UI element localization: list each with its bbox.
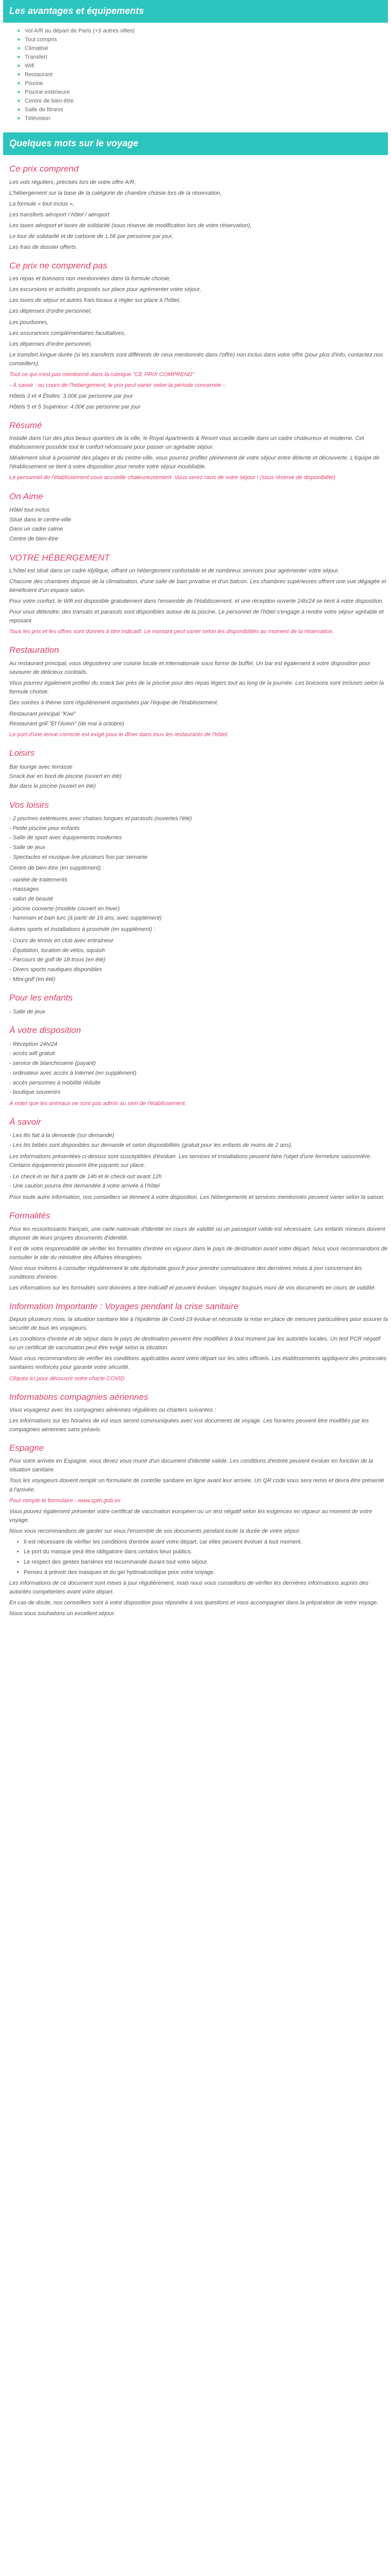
text-line: Hôtel tout inclus (9, 506, 50, 513)
paragraph: Les dépenses d'ordre personnel, (9, 341, 92, 347)
paragraph: Les informations présentées ci-dessus sont susceptibles d'évoluer. Les services et installations peuvent faire l'objet d'une fermeture saisonnière. Certains équipements peuvent être payants sur place. (9, 1153, 372, 1168)
paragraph: Il est de votre responsabilité de vérifier les formalités d'entrée en vigueur dans le pays de destination avant votre départ. Nous vous recommandons de consulter le site du ministère des Affaires étrangères. (9, 1245, 388, 1261)
paragraph: Depuis plusieurs mois, la situation sanitaire liée à l'épidémie de Covid-19 évolue et nécessite la mise en place de mesures particulières pour assurer la sécurité de tous les voyageurs. (9, 1316, 388, 1332)
disposition-text (3, 1040, 388, 1108)
paragraph: Des soirées à thème sont régulièrement organisées par l'équipe de l'établissement. (9, 699, 219, 706)
text-line: - 2 piscines extérieures avec chaises longues et parasols (ouvertes l'été) (9, 816, 192, 822)
airlines-heading: Informations compagnies aériennes (9, 1392, 149, 1402)
text-line: - Équitation, location de vélos, squash (9, 947, 105, 954)
paragraph: Les informations sur les horaires de vol vous seront communiquées avec vos documents de voyage. Les horaires peuvent être modifiés par les compagnies aériennes sans préavis. (9, 1417, 369, 1433)
text-lines (9, 1172, 388, 1191)
highlight-text: Le personnel de l'établissement vous accueille chaleureusement. Vous serez ravis de votre séjour ! (sous réserve de disponibilité) (9, 474, 336, 481)
text-lines (9, 762, 388, 791)
paragraph: Les transferts aéroport / hôtel / aéroport (9, 211, 109, 218)
paragraph: Les informations de ce document sont mises à jour régulièrement, mais nous vous conseillons de vérifier les dernières informations auprès des autorités compétentes avant votre départ. (9, 1580, 369, 1596)
amenity-item: ■ Tout compris (24, 36, 388, 44)
amenities-list (3, 27, 388, 124)
paragraph: Les vols réguliers, précisés lors de votre offre A/R, (9, 179, 136, 185)
not-included-heading: Ce prix ne comprend pas (9, 260, 107, 270)
formalites-heading: Formalités (9, 1211, 51, 1221)
sports-text (3, 814, 388, 984)
restaurant-heading: Restauration (9, 645, 59, 655)
highlight-text: Tout ce qui n'est pas mentionné dans la rubrique "CE PRIX COMPREND" (9, 371, 194, 378)
airlines-text (3, 1406, 388, 1434)
bullet-item: • Pensez à prévoir des masques et du gel hydroalcoolique pour votre voyage. (24, 1568, 388, 1578)
text-line: Dans un cadre calme (9, 526, 63, 533)
text-line: - Salle de jeux (9, 1008, 45, 1015)
paragraph: Hôtels 5 et 5 Supérieur: 4.00€ par personne par jour (9, 403, 141, 410)
text-line: Bar lounge avec terrasse (9, 764, 73, 770)
text-line: Bar dans la piscine (ouvert en été) (9, 783, 96, 789)
paragraph: L'hôtel est situé dans un cadre idyllique, offrant un hébergement confortable et de nombreux services pour agrémenter votre séjour. (9, 567, 340, 574)
text-line: Restaurant grill "Et l'Avion" (de mai à octobre) (9, 720, 124, 727)
subheading: Centre de bien-être (en supplément) : (9, 865, 104, 872)
paragraph: Les assurances complémentaires facultatives, (9, 330, 125, 336)
amenity-item: ■ Vol A/R au départ de Paris (+3 autres villes) (24, 27, 388, 36)
paragraph: Vous pouvez également présenter votre certificat de vaccination européen ou un test négatif selon les exigences en vigueur au moment de votre voyage. (9, 1508, 372, 1523)
paragraph: L'hébergement sur la base de la catégorie de chambre choisie lors de la réservation, (9, 190, 222, 196)
paragraph: Les repas et boissons non mentionnées dans la formule choisie, (9, 276, 171, 282)
paragraph: Les pourboires, (9, 319, 48, 326)
paragraph: En cas de doute, nos conseillers sont à votre disposition pour répondre à vos questions et vous accompagner dans la préparation de votre voyage. (9, 1600, 379, 1606)
paragraph: Les taxes aéroport et taxes de solidarité (sous réserve de modification lors de votre réservation), (9, 222, 252, 229)
text-lines (9, 1007, 388, 1017)
paragraph: Les excursions et activités proposés sur place pour agrémenter votre séjour, (9, 286, 201, 293)
disposition-heading: À votre disposition (9, 1025, 81, 1036)
amenity-item: ■ Restaurant (24, 71, 388, 79)
paragraph: Pour les ressortissants français, une carte nationale d'identité en cours de validité ou un passeport valide est nécessaire. Les enfants mineurs doivent disposer de leurs propres documents d'identité. (9, 1226, 385, 1241)
text-line: - service de blanchisserie (payant) (9, 1060, 96, 1067)
sports-heading: Vos loisirs (9, 800, 49, 810)
paragraph: Le transfert longue durée (si les transferts sont différents de ceux mentionnés dans l'offre) non inclus dans votre offre (pour plus d'info, contactez nos conseillers). (9, 351, 383, 367)
highlight-text: - À savoir : au cours de l'hébergement, le prix peut varier selon la période concernée - (9, 382, 225, 388)
included-text (3, 178, 388, 252)
text-line: - ordinateur avec accès à Internet (en supplément) (9, 1070, 137, 1076)
amenity-item: ■ Climatisé (24, 44, 388, 53)
paragraph: Nous vous recommandons de vérifier les conditions applicables avant votre départ sur les sites officiels. Les établissements appliquent des protocoles sanitaires renforcés pour garantir votre sécurité. (9, 1355, 387, 1371)
included-heading: Ce prix comprend (9, 164, 79, 174)
text-line: - Parcours de golf de 18 trous (en été) (9, 957, 105, 963)
paragraph: Les conditions d'entrée et de séjour dans le pays de destination peuvent être modifiées à tout moment par les autorités locales. Un test PCR négatif ou un certificat de vaccination peut être exigé selon la situation. (9, 1336, 381, 1351)
text-line: - hammam et bain turc (à partir de 16 ans, avec supplément) (9, 915, 162, 922)
spain-text (3, 1457, 388, 1618)
paragraph: Tous les voyageurs doivent remplir un formulaire de contrôle sanitaire en ligne avant leur arrivée. Un QR code vous sera remis et devra être présenté à l'arrivée. (9, 1478, 384, 1493)
amenities-banner: Les avantages et équipements (3, 0, 388, 23)
amenity-item: ■ Centre de bien-être (24, 97, 388, 106)
paragraph: Le tour de solidarité et de carbone de 1.5€ par personne par jour, (9, 233, 173, 240)
text-lines (9, 1040, 388, 1097)
text-line: - massages (9, 886, 39, 893)
text-lines (9, 814, 388, 862)
paragraph: Pour votre confort, le Wifi est disponible gratuitement dans l'ensemble de l'établissement, et une réception ouverte 24h/24 se tient à votre disposition. (9, 598, 384, 605)
text-lines (9, 936, 388, 984)
text-line: - Petite piscine pour enfants (9, 825, 80, 832)
paragraph: La formule « tout inclus », (9, 200, 74, 207)
subheading: Autres sports et installations à proximité (en supplément) : (9, 926, 156, 933)
paragraph: Pour vous détendre, des transats et parasols sont disponibles autour de la piscine. Le personnel de l'hôtel s'engage à rendre votre séjour agréable et reposant. (9, 609, 384, 624)
text-line: - Les lits bébés sont disponibles sur demande et selon disponibilités (gratuit pour les enfants de moins de 2 ans). (9, 1142, 293, 1148)
text-lines (9, 709, 388, 728)
highlight-text: Le port d'une tenue correcte est exigé pour le dîner dans tous les restaurants de l'hôtel. (9, 732, 229, 738)
text-line: Restaurant principal "Kiwi" (9, 710, 76, 717)
amenity-item: ■ Piscine extérieure (24, 88, 388, 97)
paragraph: Pour votre arrivée en Espagne, vous devez vous munir d'un document d'identité valide. Les conditions d'entrée peuvent évoluer en fonction de la situation sanitaire. (9, 1458, 373, 1473)
on-aime-heading: On Aime (9, 491, 43, 501)
text-lines (9, 875, 388, 923)
text-line: - piscine couverte (modèle couvert en hiver) (9, 905, 120, 912)
paragraph: Les frais de dossier offerts. (9, 244, 78, 250)
text-line: - Les lits fait à la demande (sur demande) (9, 1132, 114, 1139)
paragraph: Vous voyagerez avec les compagnies aériennes régulières ou charters suivantes : (9, 1406, 216, 1413)
restaurant-text (3, 659, 388, 740)
paragraph: Les taxes de séjour et autres frais locaux à régler sur place à l'hôtel, (9, 297, 181, 304)
paragraph: Les dépenses d'ordre personnel, (9, 308, 92, 315)
not-included-text (3, 275, 388, 412)
important-text (3, 1315, 388, 1383)
paragraph: Idéalement situé à proximité des plages et du centre-ville, vous pourrez profiter pleinement de votre séjour entre détente et découverte. L'équipe de l'établissement se tient à votre disposition pour rendre votre séjour inoubliable. (9, 455, 380, 470)
resume-text (3, 434, 388, 482)
paragraph: Nous vous recommandons de garder sur vous l'ensemble de vos documents pendant toute la durée de votre séjour. (9, 1528, 301, 1534)
spain-heading: Espagne (9, 1443, 44, 1453)
paragraph: Installé dans l'un des plus beaux quartiers de la ville, le Royal Apartments & Resort vous accueille dans un cadre chaleureux et moderne. Cet établissement possède tout le confort nécessaire pour passer un agréable séjour. (9, 435, 364, 451)
amenity-item: ■ Piscine (24, 79, 388, 88)
text-line: Centre de bien-être (9, 535, 58, 542)
amenity-item: ■ Télévision (24, 114, 388, 123)
a-savoir-heading: À savoir (9, 1116, 41, 1127)
useful-banner: Quelques mots sur le voyage (3, 132, 388, 155)
paragraph: Au restaurant principal, vous dégusterez une cuisine locale et internationale sous forme de buffet. Un bar est également à votre disposition pour savourer de délicieux cocktails. (9, 660, 371, 675)
formalites-text (3, 1225, 388, 1293)
text-line: - variété de traitements (9, 876, 68, 883)
paragraph: Chacune des chambres dispose de la climatisation, d'une salle de bain privative et d'un balcon. Les chambres supérieures offrent une vue dégagée et bénéficient d'un espace salon. (9, 578, 386, 594)
text-line: - accès wifi gratuit (9, 1050, 55, 1057)
hotel-heading: VOTRE HÉBERGEMENT (9, 552, 110, 563)
paragraph: Nous vous invitons à consulter régulièrement le site diplomatie.gouv.fr pour prendre connaissance des dernières mises à jour concernant les conditions d'entrée. (9, 1265, 362, 1280)
highlight-text: Cliquez ici pour découvrir notre charte COVID (9, 1375, 125, 1382)
bullet-item: • Le port du masque peut être obligatoire dans certains lieux publics. (24, 1548, 388, 1557)
important-heading: Information Importante : Voyages pendant la crise sanitaire (9, 1301, 239, 1311)
paragraph: Hôtels 3 et 4 Étoiles: 3.00€ par personne par jour (9, 393, 133, 399)
amenity-item: ■ Wifi (24, 62, 388, 71)
text-line: - Mini-golf (en été) (9, 976, 56, 982)
text-line: - accès personnes à mobilité réduite (9, 1079, 101, 1086)
text-line: - Cours de tennis en club avec entraîneur (9, 937, 113, 944)
spain-bullet-list (9, 1538, 388, 1577)
amenity-item: ■ Transfert (24, 53, 388, 62)
text-line: - Salle de jeux (9, 844, 45, 851)
text-line: - Une caution pourra être demandée à votre arrivée à l'hôtel (9, 1183, 160, 1190)
paragraph: Pour toute autre information, nos conseillers se tiennent à votre disposition. Les hébergements et services mentionnés peuvent varier selon la saison. (9, 1194, 385, 1201)
highlight-text: À noter que les animaux ne sont pas admis au sein de l'établissement. (9, 1100, 187, 1107)
leisure-text (3, 762, 388, 791)
paragraph: Nous vous souhaitons un excellent séjour. (9, 1611, 116, 1617)
text-line: - Spectacles et musique live plusieurs fois par semaine (9, 854, 148, 860)
a-savoir-text (3, 1131, 388, 1202)
text-lines (9, 1131, 388, 1150)
on-aime-text (3, 505, 388, 544)
highlight-text: Tous les prix et les offres sont donnés à titre indicatif. Le montant peut varier selon les disponibilités au moment de la réservation. (9, 629, 334, 635)
text-line: - Réception 24h/24 (9, 1041, 57, 1047)
text-line: - Divers sports nautiques disponibles (9, 967, 102, 973)
text-line: - boutique souvenirs (9, 1089, 61, 1096)
bullet-item: • Le respect des gestes barrières est recommandé durant tout votre séjour. (24, 1558, 388, 1567)
text-line: - Le check-in se fait à partir de 14h et le check-out avant 12h (9, 1173, 162, 1180)
text-line: - Salle de sport avec équipements modernes (9, 835, 122, 841)
hotel-text (3, 567, 388, 636)
bullet-item: • Il est nécessaire de vérifier les conditions d'entrée avant votre départ, car elles peuvent évoluer à tout moment. (24, 1538, 388, 1547)
text-line: Snack-bar en bord de piscine (ouvert en été) (9, 773, 122, 780)
amenity-item: ■ Salle de fitness (24, 106, 388, 114)
paragraph: Les informations sur les formalités sont données à titre indicatif et peuvent évoluer. Voyagez toujours muni de vos documents en cours de validité. (9, 1284, 376, 1291)
leisure-heading: Loisirs (9, 748, 35, 758)
text-line: Situé dans le centre-ville (9, 516, 71, 523)
paragraph: Vous pourrez également profiter du snack bar près de la piscine pour des repas légers tout au long de la journée. Les boissons sont incluses selon la formule choisie. (9, 680, 384, 695)
kids-text (3, 1007, 388, 1017)
highlight-text: Pour remplir le formulaire : www.spth.gob.es (9, 1497, 121, 1504)
text-lines (9, 505, 388, 544)
text-line: - salon de beauté (9, 895, 54, 902)
kids-heading: Pour les enfants (9, 993, 73, 1003)
resume-heading: Résumé (9, 420, 42, 430)
